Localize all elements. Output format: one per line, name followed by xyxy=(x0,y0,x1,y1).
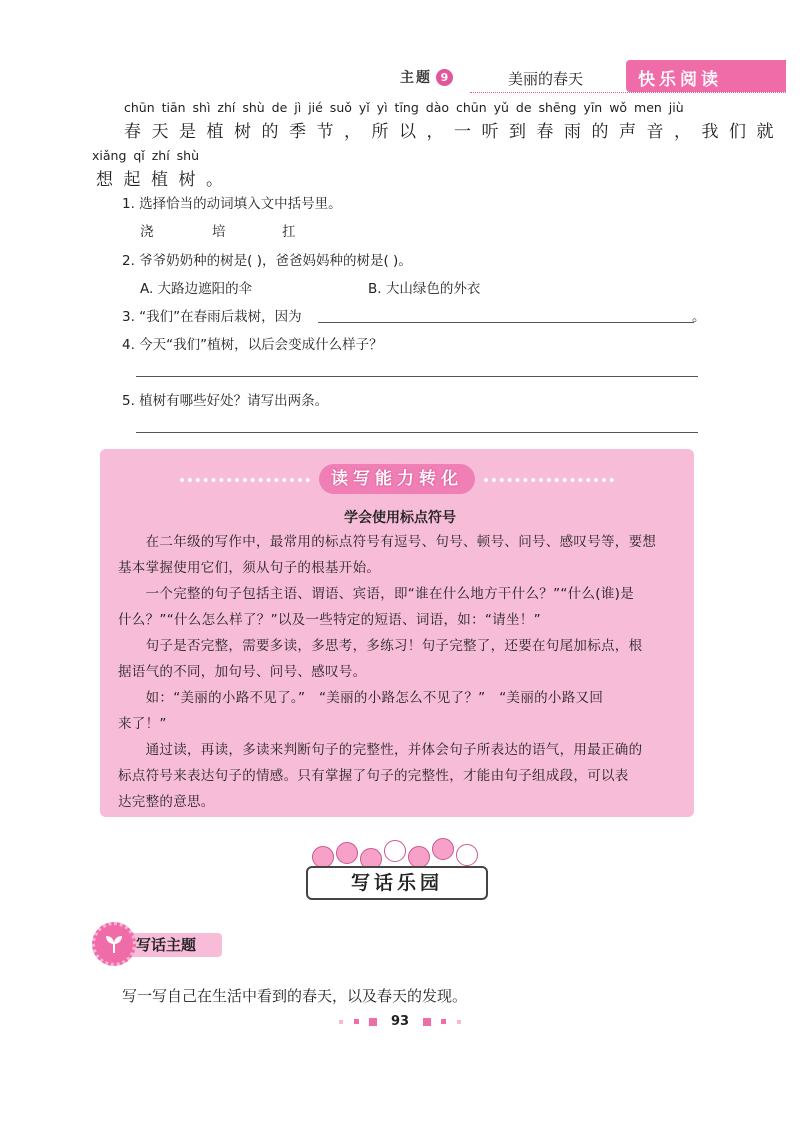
section-tab xyxy=(626,60,786,92)
topic-label: 写话主题 xyxy=(136,936,197,954)
cartoon-faces-decoration xyxy=(306,838,488,868)
header-dotted-rule xyxy=(470,92,786,93)
q1-option-3: 扛 xyxy=(282,224,296,240)
writing-prompt: 写一写自己在生活中看到的春天，以及春天的发现。 xyxy=(122,987,468,1005)
q4-answer-line[interactable] xyxy=(136,376,698,377)
writing-garden-banner xyxy=(306,838,488,908)
q3-end-mark: 。 xyxy=(692,309,706,325)
pinyin-line-2: xiǎng qǐ zhí shù xyxy=(92,148,200,163)
badge-dots-left xyxy=(180,478,310,482)
passage-line-1: 春天是植树的季节，所以，一听到春雨的声音，我们就 xyxy=(124,122,784,142)
question-5: 5. 植树有哪些好处？请写出两条。 xyxy=(122,393,329,409)
q5-answer-line[interactable] xyxy=(136,432,698,433)
question-4: 4. 今天“我们”植树，以后会变成什么样子？ xyxy=(122,337,383,353)
writing-topic-heading xyxy=(92,922,232,968)
q2-option-b: B. 大山绿色的外衣 xyxy=(368,281,481,297)
page-number-footer xyxy=(0,1014,800,1029)
skill-text-line: 在二年级的写作中，最常用的标点符号有逗号、句号、顿号、问号、感叹号等，要想 xyxy=(118,534,657,550)
sprout-icon xyxy=(92,922,136,966)
skill-text-line: 达完整的意思。 xyxy=(118,794,215,810)
skill-badge-label: 读写能力转化 xyxy=(331,469,463,489)
question-1: 1. 选择恰当的动词填入文中括号里。 xyxy=(122,196,342,212)
page-number: 93 xyxy=(390,1014,410,1029)
q2-option-a: A. 大路边遮阳的伞 xyxy=(140,281,253,297)
unit-title: 美丽的春天 xyxy=(508,70,584,88)
question-2: 2. 爷爷奶奶种的树是( )，爸爸妈妈种的树是( )。 xyxy=(122,253,412,269)
writing-garden-title: 写话乐园 xyxy=(350,872,443,894)
reading-writing-box xyxy=(100,449,694,817)
skill-text-line: 据语气的不同，加句号、问号、感叹号。 xyxy=(118,664,367,680)
skill-text-line: 句子是否完整，需要多读，多思考，多练习！句子完整了，还要在句尾加标点，根 xyxy=(118,638,643,654)
skill-text-line: 什么？”“什么怎么样了？”以及一些特定的短语、词语，如：“请坐！” xyxy=(118,612,541,628)
skill-text-line: 通过读，再读，多读来判断句子的完整性，并体会句子所表达的语气，用最正确的 xyxy=(118,742,643,758)
skill-text-line: 来了！” xyxy=(118,716,167,732)
q1-option-2: 培 xyxy=(212,224,226,240)
skill-badge xyxy=(319,464,475,494)
writing-garden-sign xyxy=(306,866,488,900)
theme-number-badge: 9 xyxy=(436,69,453,86)
pinyin-line-1: chūn tiān shì zhí shù de jì jié suǒ yǐ yì tīng dào chūn yǔ de shēng yīn wǒ men jiù xyxy=(124,100,684,115)
page-header xyxy=(400,62,584,92)
skill-subtitle: 学会使用标点符号 xyxy=(344,510,456,526)
skill-text-line: 一个完整的句子包括主语、谓语、宾语，即“谁在什么地方干什么？”“什么(谁)是 xyxy=(118,586,635,602)
passage-line-2: 想起植树。 xyxy=(96,170,234,190)
badge-dots-right xyxy=(484,478,614,482)
skill-text-line: 基本掌握使用它们，须从句子的根基开始。 xyxy=(118,560,381,576)
skill-text-line: 如：“美丽的小路不见了。” “美丽的小路怎么不见了？” “美丽的小路又回 xyxy=(118,690,604,706)
skill-text-line: 标点符号来表达句子的情感。只有掌握了句子的完整性，才能由句子组成段，可以表 xyxy=(118,768,629,784)
q1-option-1: 浇 xyxy=(140,224,154,240)
q3-answer-line[interactable] xyxy=(318,322,694,323)
theme-label: 主题 xyxy=(400,70,432,86)
topic-pill xyxy=(122,933,222,957)
question-3: 3. “我们”在春雨后栽树，因为 xyxy=(122,309,302,325)
section-tab-label: 快乐阅读 xyxy=(638,70,722,90)
